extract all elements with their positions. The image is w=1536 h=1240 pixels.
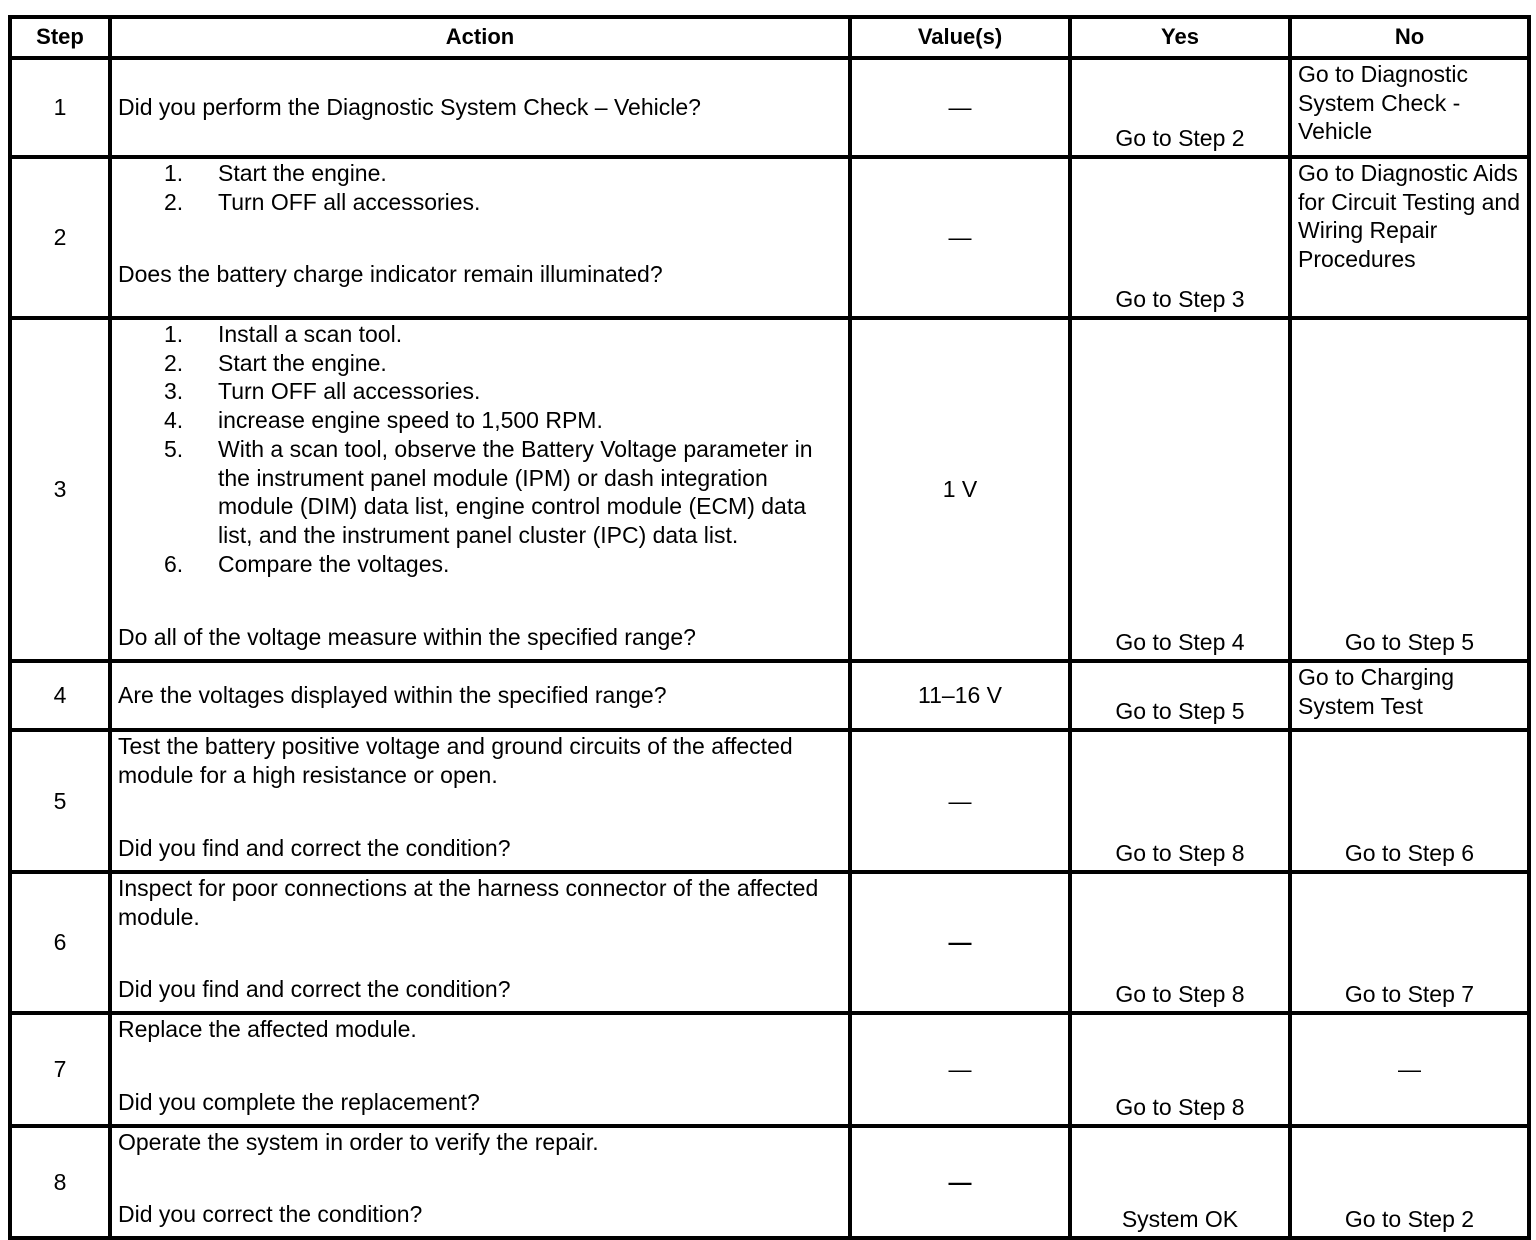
action-cell: [110, 730, 850, 872]
no-cell: Go to Step 7: [1290, 872, 1529, 1013]
step-number: 6: [10, 872, 110, 1013]
yes-cell: Go to Step 8: [1070, 1013, 1290, 1126]
table-row: [10, 1013, 1529, 1126]
sub-step-list: [118, 320, 842, 578]
table-row: [10, 730, 1529, 872]
no-cell: Go to Step 5: [1290, 318, 1529, 661]
yes-cell: System OK: [1070, 1126, 1290, 1238]
no-cell: Go to Charging System Test: [1290, 661, 1529, 730]
step-number: 4: [10, 661, 110, 730]
yes-cell: Go to Step 8: [1070, 730, 1290, 872]
action-text: Did you perform the Diagnostic System Check – Vehicle?: [118, 94, 701, 121]
table-row: [10, 157, 1529, 318]
value-cell: —: [850, 730, 1070, 872]
no-cell: Go to Step 2: [1290, 1126, 1529, 1238]
action-cell: [110, 58, 850, 157]
value-cell: 1 V: [850, 318, 1070, 661]
question-text: Did you correct the condition?: [118, 1201, 423, 1228]
question-text: Did you complete the replacement?: [118, 1089, 480, 1116]
header-step: Step: [10, 17, 110, 58]
step-number: 3: [10, 318, 110, 661]
table-row: [10, 872, 1529, 1013]
action-text: Test the battery positive voltage and ground circuits of the affected module for a high resistance or open.: [118, 733, 793, 788]
yes-cell: Go to Step 5: [1070, 661, 1290, 730]
question-text: Did you find and correct the condition?: [118, 976, 511, 1003]
value-cell: —: [850, 1013, 1070, 1126]
action-text: Replace the affected module.: [118, 1016, 417, 1042]
list-item: 1. Start the engine.: [164, 160, 387, 186]
header-action: Action: [110, 17, 850, 58]
table-row: [10, 318, 1529, 661]
value-cell: 11–16 V: [850, 661, 1070, 730]
value-cell: —: [850, 872, 1070, 1013]
step-number: 2: [10, 157, 110, 318]
step-number: 5: [10, 730, 110, 872]
no-cell: —: [1290, 1013, 1529, 1126]
step-number: 1: [10, 58, 110, 157]
action-cell: [110, 1126, 850, 1238]
action-cell: [110, 661, 850, 730]
action-text: Operate the system in order to verify the repair.: [118, 1129, 599, 1155]
value-cell: —: [850, 157, 1070, 318]
list-item: 6. Compare the voltages.: [164, 550, 450, 577]
no-cell: Go to Diagnostic Aids for Circuit Testing and Wiring Repair Procedures: [1290, 157, 1529, 318]
header-values: Value(s): [850, 17, 1070, 58]
table-row: [10, 58, 1529, 157]
list-item: 3. Turn OFF all accessories.: [164, 378, 481, 405]
action-text: Are the voltages displayed within the specified range?: [118, 682, 667, 709]
list-item: 5. With a scan tool, observe the Battery Voltage parameter in the instrument panel module (IPM) or dash integration module (DIM) data list, engine control module (ECM) data list, and the instrument panel cluster (IPC) data list.: [164, 435, 813, 548]
action-cell: [110, 157, 850, 318]
diagnostic-table: [8, 15, 1531, 1240]
question-text: Do all of the voltage measure within the specified range?: [118, 624, 696, 651]
yes-cell: Go to Step 8: [1070, 872, 1290, 1013]
list-item: 1. Install a scan tool.: [164, 321, 403, 347]
list-item: 2. Turn OFF all accessories.: [164, 188, 481, 215]
action-cell: [110, 1013, 850, 1126]
action-cell: [110, 872, 850, 1013]
header-row: [10, 17, 1529, 58]
step-number: 7: [10, 1013, 110, 1126]
sub-step-list: [118, 159, 842, 216]
table-row: [10, 1126, 1529, 1238]
list-item: 2. Start the engine.: [164, 349, 387, 376]
question-text: Does the battery charge indicator remain illuminated?: [118, 261, 663, 288]
action-text: Inspect for poor connections at the harness connector of the affected module.: [118, 875, 819, 930]
header-yes: Yes: [1070, 17, 1290, 58]
yes-cell: Go to Step 2: [1070, 58, 1290, 157]
yes-cell: Go to Step 4: [1070, 318, 1290, 661]
action-cell: [110, 318, 850, 661]
value-cell: —: [850, 58, 1070, 157]
no-cell: Go to Step 6: [1290, 730, 1529, 872]
step-number: 8: [10, 1126, 110, 1238]
header-no: No: [1290, 17, 1529, 58]
table-row: [10, 661, 1529, 730]
value-cell: —: [850, 1126, 1070, 1238]
yes-cell: Go to Step 3: [1070, 157, 1290, 318]
question-text: Did you find and correct the condition?: [118, 835, 511, 862]
list-item: 4. increase engine speed to 1,500 RPM.: [164, 407, 603, 434]
no-cell: Go to Diagnostic System Check - Vehicle: [1290, 58, 1529, 157]
